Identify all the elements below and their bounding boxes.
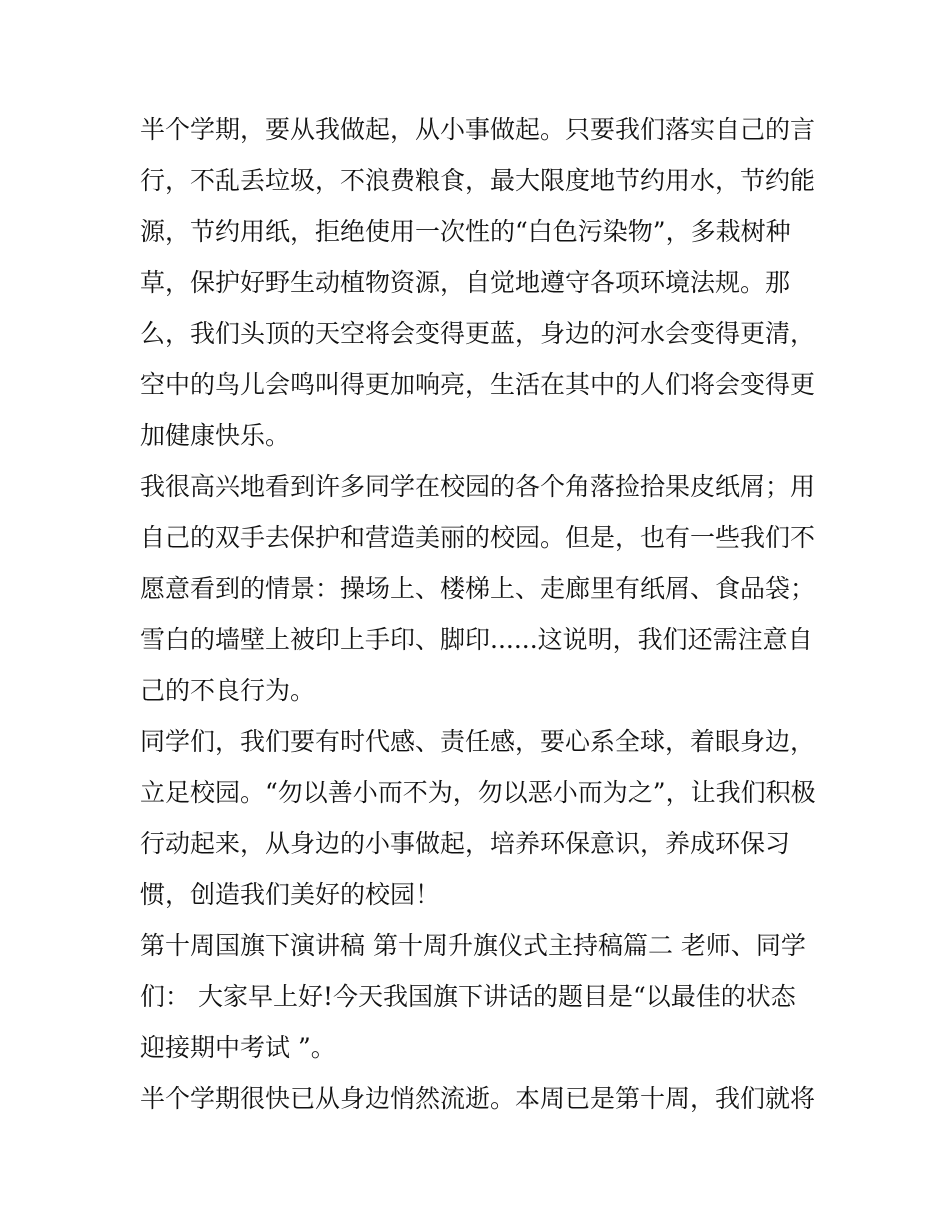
text-line: 半个学期很快已从身边悄然流逝。本周已是第十周，我们就将 — [140, 1084, 816, 1113]
text-line: 半个学期，要从我做起，从小事做起。只要我们落实自己的言 — [140, 115, 816, 144]
text-line: 空中的鸟儿会鸣叫得更加响亮，生活在其中的人们将会变得更 — [140, 370, 816, 399]
text-line: 己的不良行为。 — [140, 676, 316, 705]
text-line: 们： 大家早上好!今天我国旗下讲话的题目是“以最佳的状态 — [140, 982, 796, 1011]
document-body — [140, 104, 820, 1124]
text-line: 同学们，我们要有时代感、责任感，要心系全球，着眼身边， — [140, 727, 816, 756]
text-line: 我很高兴地看到许多同学在校园的各个角落捡拾果皮纸屑；用 — [140, 472, 816, 501]
text-line: 草，保护好野生动植物资源，自觉地遵守各项环境法规。那 — [140, 268, 791, 297]
text-line: 愿意看到的情景：操场上、楼梯上、走廊里有纸屑、食品袋； — [140, 574, 816, 603]
text-line: 行，不乱丢垃圾，不浪费粮食，最大限度地节约用水，节约能 — [140, 166, 816, 195]
text-line: 自己的双手去保护和营造美丽的校园。但是，也有一些我们不 — [140, 523, 816, 552]
text-line: 源，节约用纸，拒绝使用一次性的“白色污染物”，多栽树种 — [140, 217, 791, 246]
text-line: 行动起来，从身边的小事做起，培养环保意识，养成环保习 — [140, 829, 791, 858]
text-line: 么，我们头顶的天空将会变得更蓝，身边的河水会变得更清， — [140, 319, 816, 348]
text-line: 迎接期中考试 ”。 — [140, 1033, 336, 1062]
text-line: 立足校园。“勿以善小而不为，勿以恶小而为之”，让我们积极 — [140, 778, 816, 807]
text-line: 加健康快乐。 — [140, 421, 291, 450]
text-line: 雪白的墙壁上被印上手印、脚印......这说明，我们还需注意自 — [140, 625, 813, 654]
text-line: 惯，创造我们美好的校园！ — [140, 880, 441, 909]
text-line: 第十周国旗下演讲稿 第十周升旗仪式主持稿篇二 老师、同学 — [140, 931, 806, 960]
